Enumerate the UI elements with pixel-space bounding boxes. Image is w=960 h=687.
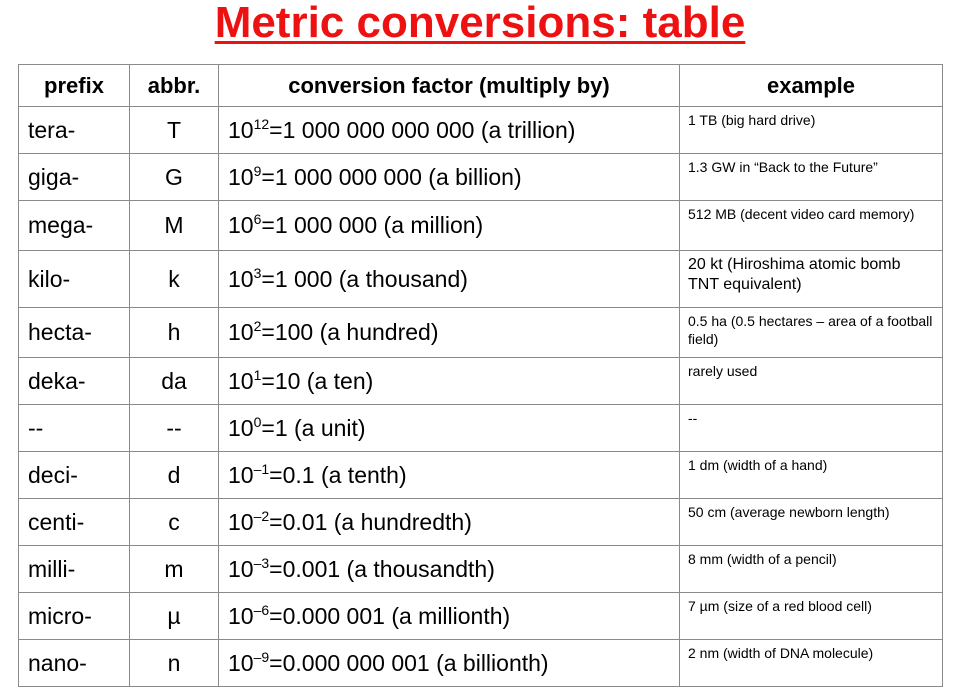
table-row	[19, 308, 943, 358]
factor-value: =1 000 000 (a million)	[261, 212, 484, 238]
column-header-example: example	[680, 65, 943, 107]
factor-value: =0.1 (a tenth)	[269, 461, 407, 488]
prefix-cell: --	[19, 405, 130, 452]
factor-cell	[219, 154, 680, 201]
prefix-cell: micro-	[19, 593, 130, 640]
prefix-cell: milli-	[19, 546, 130, 593]
table-row	[19, 251, 943, 308]
factor-cell	[219, 593, 680, 640]
factor-value: =0.000 000 001 (a billionth)	[269, 649, 549, 676]
example-cell: 1 TB (big hard drive)	[680, 107, 943, 154]
prefix-cell: nano-	[19, 640, 130, 687]
abbr-cell: h	[130, 308, 219, 358]
example-cell: 2 nm (width of DNA molecule)	[680, 640, 943, 687]
factor-exponent: –1	[253, 460, 270, 477]
factor-exponent: 12	[253, 115, 270, 132]
table-row	[19, 452, 943, 499]
factor-base: 10	[228, 319, 254, 345]
factor-base: 10	[228, 163, 254, 190]
factor-cell	[219, 201, 680, 251]
abbr-cell: µ	[130, 593, 219, 640]
factor-cell	[219, 640, 680, 687]
prefix-cell: hecta-	[19, 308, 130, 358]
abbr-cell: n	[130, 640, 219, 687]
example-cell: 20 kt (Hiroshima atomic bomb TNT equivalent)	[680, 251, 943, 308]
prefix-cell: mega-	[19, 201, 130, 251]
abbr-cell: M	[130, 201, 219, 251]
example-cell: 7 µm (size of a red blood cell)	[680, 593, 943, 640]
column-header-abbr: abbr.	[130, 65, 219, 107]
factor-exponent: –6	[253, 601, 270, 618]
factor-exponent: –9	[253, 648, 270, 665]
column-header-prefix: prefix	[19, 65, 130, 107]
table-row	[19, 640, 943, 687]
factor-base: 10	[228, 555, 254, 582]
factor-base: 10	[228, 414, 254, 441]
factor-value: =10 (a ten)	[261, 367, 374, 394]
factor-exponent: 6	[253, 211, 262, 227]
table-row	[19, 499, 943, 546]
prefix-cell: giga-	[19, 154, 130, 201]
prefix-cell: deci-	[19, 452, 130, 499]
factor-base: 10	[228, 212, 254, 238]
prefix-cell: centi-	[19, 499, 130, 546]
abbr-cell: d	[130, 452, 219, 499]
factor-exponent: 1	[253, 366, 262, 383]
abbr-cell: T	[130, 107, 219, 154]
example-cell: 1.3 GW in “Back to the Future”	[680, 154, 943, 201]
factor-cell	[219, 251, 680, 308]
factor-value: =0.000 001 (a millionth)	[269, 602, 511, 629]
example-cell: 8 mm (width of a pencil)	[680, 546, 943, 593]
factor-value: =1 000 000 000 000 (a trillion)	[269, 116, 576, 143]
factor-cell	[219, 546, 680, 593]
factor-base: 10	[228, 116, 254, 143]
header-row	[19, 65, 943, 107]
abbr-cell: m	[130, 546, 219, 593]
factor-exponent: –2	[253, 507, 270, 524]
example-cell: 512 MB (decent video card memory)	[680, 201, 943, 251]
factor-value: =0.001 (a thousandth)	[269, 555, 495, 582]
factor-value: =1 000 000 000 (a billion)	[261, 163, 522, 190]
factor-value: =0.01 (a hundredth)	[269, 508, 472, 535]
table-row	[19, 593, 943, 640]
page-title: Metric conversions: table	[214, 0, 746, 47]
example-cell: rarely used	[680, 358, 943, 405]
example-cell: 1 dm (width of a hand)	[680, 452, 943, 499]
example-cell: --	[680, 405, 943, 452]
example-cell: 0.5 ha (0.5 hectares – area of a football field)	[680, 308, 943, 358]
factor-base: 10	[228, 602, 254, 629]
factor-base: 10	[228, 508, 254, 535]
factor-exponent: –3	[253, 554, 270, 571]
factor-value: =1 000 (a thousand)	[261, 265, 468, 292]
table-row	[19, 546, 943, 593]
table-row	[19, 107, 943, 154]
factor-value: =1 (a unit)	[261, 414, 366, 441]
page-title-container	[0, 0, 960, 50]
factor-base: 10	[228, 649, 254, 676]
prefix-cell: kilo-	[19, 251, 130, 308]
factor-base: 10	[228, 265, 254, 292]
abbr-cell: c	[130, 499, 219, 546]
factor-cell	[219, 499, 680, 546]
factor-cell	[219, 107, 680, 154]
table-row	[19, 201, 943, 251]
prefix-cell: tera-	[19, 107, 130, 154]
factor-exponent: 2	[253, 318, 262, 334]
factor-exponent: 9	[253, 162, 262, 179]
abbr-cell: da	[130, 358, 219, 405]
factor-value: =100 (a hundred)	[261, 319, 439, 345]
factor-cell	[219, 308, 680, 358]
table-row	[19, 405, 943, 452]
factor-cell	[219, 358, 680, 405]
table-row	[19, 154, 943, 201]
prefix-cell: deka-	[19, 358, 130, 405]
factor-base: 10	[228, 367, 254, 394]
factor-exponent: 3	[253, 264, 262, 281]
factor-base: 10	[228, 461, 254, 488]
column-header-conversion-factor: conversion factor (multiply by)	[219, 65, 680, 107]
abbr-cell: G	[130, 154, 219, 201]
abbr-cell: k	[130, 251, 219, 308]
factor-cell	[219, 452, 680, 499]
example-cell: 50 cm (average newborn length)	[680, 499, 943, 546]
factor-cell	[219, 405, 680, 452]
abbr-cell: --	[130, 405, 219, 452]
factor-exponent: 0	[253, 413, 262, 430]
conversion-table	[18, 64, 943, 687]
table-row	[19, 358, 943, 405]
